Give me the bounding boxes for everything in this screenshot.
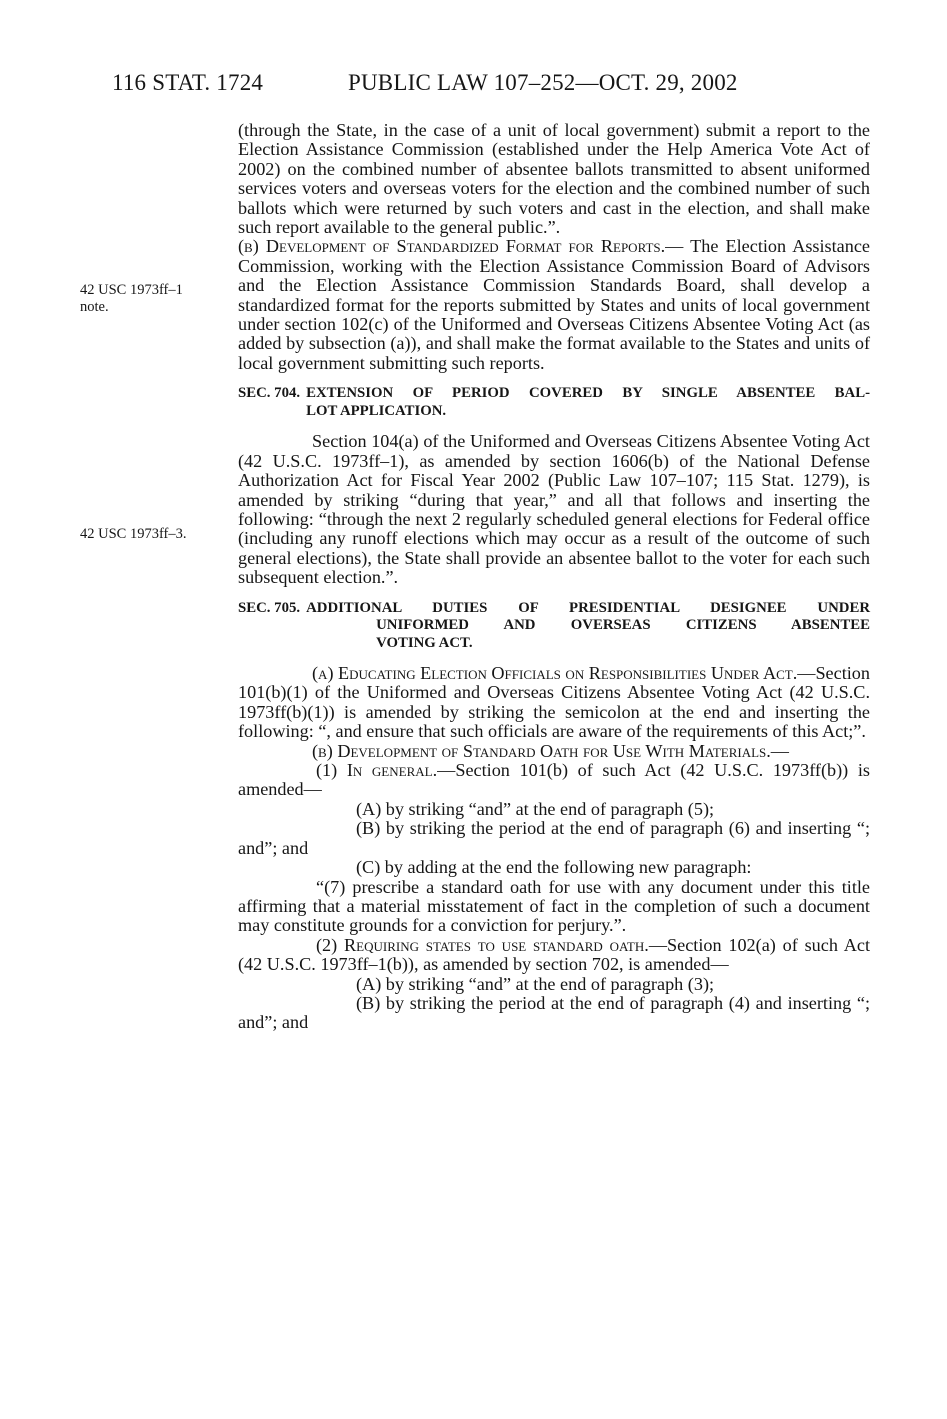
margin-note-line: 42 USC 1973ff–1 (80, 282, 183, 298)
section-number: SEC. 705. (238, 599, 301, 616)
paragraph-subsection-b (238, 237, 870, 373)
margin-note-line: 42 USC 1973ff–3. (80, 526, 187, 542)
subparagraph-1a: (A) by striking “and” at the end of paragraph (5); (356, 798, 715, 819)
paragraph-heading: (1) In general. (316, 760, 438, 781)
quoted-paragraph-7: “(7) prescribe a standard oath for use with any document under this title affirming that a material misstatement of fact in the completion of such a document may constitute grounds for a conviction for perjury.”. (238, 876, 870, 936)
margin-note-usc-1973ff-1 (80, 282, 220, 316)
subsection-heading: (b) Development of Standardized Format for Reports.— (238, 236, 684, 257)
paragraph-subsection-b-oath (238, 742, 870, 761)
paragraph-section-704: Section 104(a) of the Uniformed and Overseas Citizens Absentee Voting Act (42 U.S.C. 1973ff–1), as amended by section 1606(b) of the National Defense Authorization Act for Fiscal Year 2002 (Public Law 107–107; 115 Stat. 1279), is amended by striking “during that year,” and all that follows and inserting the following: “through the next 2 regularly scheduled general elections for Federal office (including any runoff elections which may occur as a result of the outcome of such general elections), the State shall provide an absentee ballot to the voter for each such subsequent election.”. (238, 431, 870, 588)
section-title-line: VOTING ACT. (376, 634, 473, 651)
document-body (238, 121, 870, 1033)
subsection-body: The Election Assistance Commission, working with the Election Assistance Commission Board of Advisors and the Election Assistance Commission Standards Board, shall develop a standardized format for the reports submitted by States and units of local government under section 102(c) of the Uniformed and Overseas Citizens Absentee Voting Act (as added by subsection (a)), and shall make the format available to the States and units of local government submitting such reports. (238, 236, 870, 373)
paragraph-1-in-general (238, 761, 870, 800)
section-title-line: LOT APPLICATION. (306, 402, 447, 419)
subparagraph-2b: (B) by striking the period at the end of paragraph (4) and inserting “; and”; and (238, 992, 870, 1033)
paragraph-subsection-a (238, 664, 870, 742)
paragraph-body: —Section 101(b) of such Act (42 U.S.C. 1973ff(b)) is amended— (238, 760, 871, 800)
statute-reference: 116 STAT. 1724 (112, 70, 264, 95)
page-header (112, 70, 872, 102)
margin-note-usc-1973ff-3 (80, 526, 220, 543)
subsection-heading: (b) Development of Standard Oath for Use With Materials.— (312, 740, 789, 761)
section-title-line: ADDITIONAL DUTIES OF PRESIDENTIAL DESIGNEE UNDER (306, 599, 870, 616)
subparagraph-1b: (B) by striking the period at the end of paragraph (6) and inserting “; and”; and (238, 818, 870, 858)
section-704-heading (238, 385, 870, 420)
paragraph-continuation: (through the State, in the case of a unit of local government) submit a report to the Election Assistance Commission (established under the Help America Vote Act of 2002) on the combined number of absentee ballots transmitted to absent uniformed services voters and overseas voters for the election and the combined number of such ballots which were returned by such voters and cast in the election, and shall make such report available to the general public.”. (238, 120, 870, 238)
paragraph-body: —Section 102(a) of such Act (42 U.S.C. 1973ff–1(b)), as amended by section 702, is amended— (238, 934, 870, 975)
paragraph-2-requiring-states (238, 936, 870, 975)
section-title (306, 385, 870, 420)
public-law-reference: PUBLIC LAW 107–252—OCT. 29, 2002 (348, 70, 738, 95)
subparagraph-1c: (C) by adding at the end the following new paragraph: (356, 857, 752, 878)
section-705-heading (238, 600, 870, 653)
subsection-body: —Section 101(b)(1) of the Uniformed and Overseas Citizens Absentee Voting Act (42 U.S.C. 1973ff(b)(1)) is amended by striking the semicolon at the end and inserting the following: “, and ensure that such officials are aware of the requirements of this Act;”. (238, 663, 870, 742)
section-title-line: UNIFORMED AND OVERSEAS CITIZENS ABSENTEE (376, 617, 870, 634)
section-number: SEC. 704. (238, 385, 301, 402)
margin-note-line: note. (80, 299, 109, 315)
section-title (306, 600, 870, 653)
subsection-heading: (a) Educating Election Officials on Responsibilities Under Act. (312, 663, 798, 684)
subparagraph-2a: (A) by striking “and” at the end of paragraph (3); (356, 973, 715, 994)
section-title-line: EXTENSION OF PERIOD COVERED BY SINGLE ABSENTEE BAL- (306, 385, 870, 402)
paragraph-heading: (2) Requiring states to use standard oath. (316, 934, 649, 955)
